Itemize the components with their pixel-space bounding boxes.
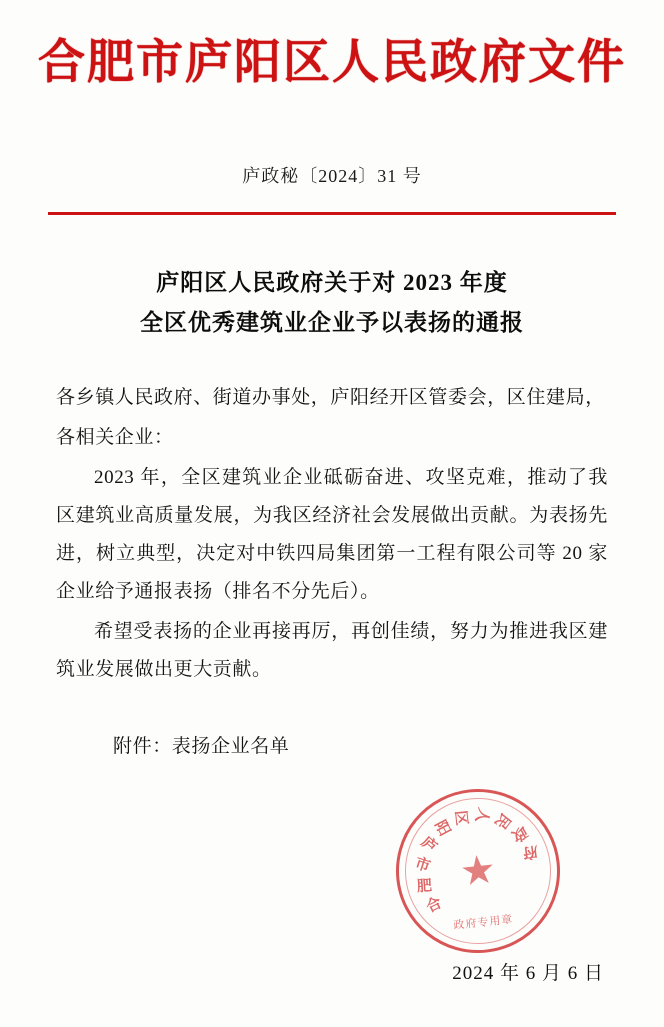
- masthead-title: 合肥市庐阳区人民政府文件: [38, 37, 626, 89]
- body-paragraph-1: 2023 年，全区建筑业企业砥砺奋进、攻坚克难，推动了我区建筑业高质量发展，为我区经济社会发展做出贡献。为表扬先进，树立典型，决定对中铁四局集团第一工程有限公司等 20 家企业给予通报表扬（排名不分先后）。: [56, 467, 608, 603]
- signature-block: [320, 804, 620, 989]
- document-body: [56, 379, 608, 689]
- masthead: [0, 0, 664, 90]
- document-title: [0, 263, 664, 344]
- body-paragraph-2: 希望受表扬的企业再接再厉，再创佳绩，努力为推进我区建筑业发展做出更大贡献。: [56, 621, 608, 681]
- seal-bottom-text: 政府专用章: [452, 913, 514, 932]
- attachment-line: 附件：表扬企业名单: [113, 736, 290, 758]
- document-title-line-1: 庐阳区人民政府关于对 2023 年度: [156, 269, 508, 295]
- seal-ring-text: 合 肥 市 庐 阳 区 人 民 政 府: [412, 805, 539, 917]
- document-title-line-2: 全区优秀建筑业企业予以表扬的通报: [140, 309, 524, 335]
- official-seal-icon: [388, 781, 568, 961]
- red-divider-rule: [48, 212, 616, 215]
- salutation-line-1: 各乡镇人民政府、街道办事处，庐阳经开区管委会，区住建局，: [56, 387, 605, 409]
- seal-star-icon: ★: [457, 846, 499, 895]
- document-number: 庐政秘〔2024〕31 号: [242, 165, 422, 186]
- document-date: 2024 年 6 月 6 日: [452, 963, 604, 984]
- salutation-line-2: 各相关企业：: [56, 427, 174, 449]
